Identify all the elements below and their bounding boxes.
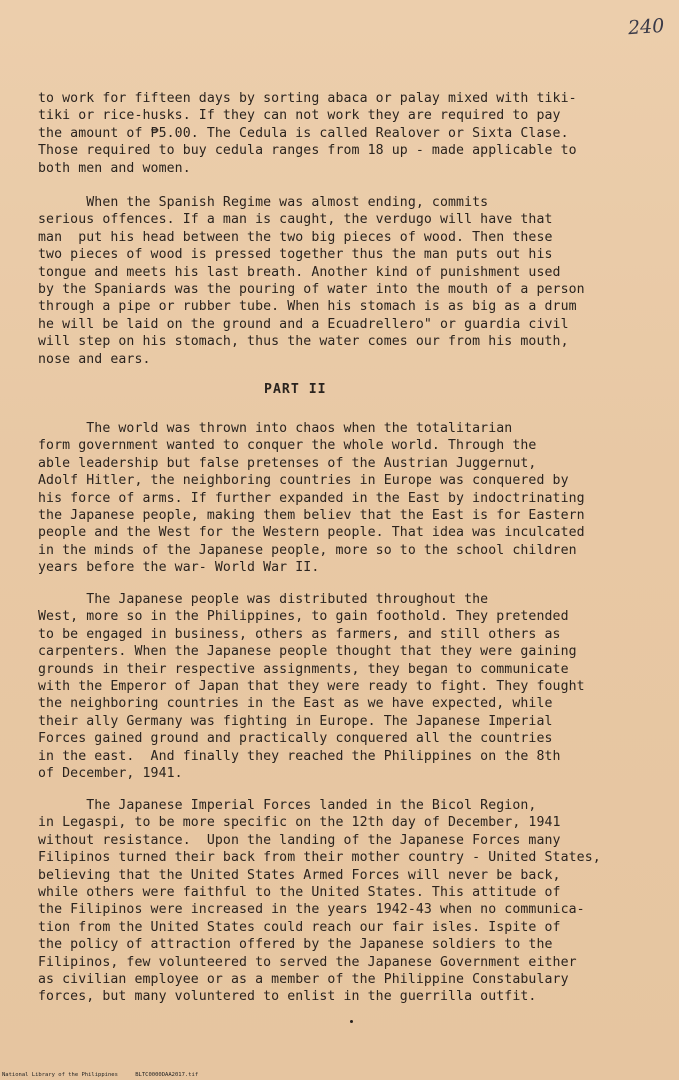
paragraph-4 — [38, 591, 638, 782]
text-line: the neighboring countries in the East as we have expected, while — [38, 696, 553, 712]
scan-footer — [2, 1072, 212, 1078]
text-line: through a pipe or rubber tube. When his stomach is as big as a drum — [38, 299, 577, 315]
text-line: tion from the United States could reach our fair isles. Ispite of — [38, 919, 561, 935]
text-line: man put his head between the two big pieces of wood. Then these — [38, 229, 553, 245]
text-line: tongue and meets his last breath. Another kind of punishment used — [38, 264, 561, 280]
text-line: Those required to buy cedula ranges from 18 up - made applicable to — [38, 143, 577, 159]
text-line: nose and ears. — [38, 351, 151, 367]
text-line: the policy of attraction offered by the Japanese soldiers to the — [38, 937, 553, 953]
text-line: The Japanese Imperial Forces landed in the Bicol Region, — [38, 798, 537, 813]
page-number: 240 — [627, 14, 665, 40]
text-line: to be engaged in business, others as farmers, and still others as — [38, 626, 561, 642]
text-line: form government wanted to conquer the whole world. Through the — [38, 438, 537, 454]
text-line: forces, but many voluntered to enlist in the guerrilla outfit. — [38, 989, 537, 1005]
text-line: as civilian employee or as a member of the Philippine Constabulary — [38, 972, 569, 988]
text-line: Adolf Hitler, the neighboring countries in Europe was conquered by — [38, 473, 569, 489]
text-line: of December, 1941. — [38, 766, 183, 782]
text-line: The world was thrown into chaos when the totalitarian — [38, 421, 513, 436]
text-line: the Japanese people, making them believ that the East is for Eastern — [38, 508, 585, 524]
text-line: two pieces of wood is pressed together thus the man puts out his — [38, 247, 553, 263]
text-line: years before the war- World War II. — [38, 560, 320, 576]
library-credit: National Library of the Philippines — [2, 1072, 118, 1078]
text-line: with the Emperor of Japan that they were ready to fight. They fought — [38, 679, 585, 695]
text-line: by the Spaniards was the pouring of water into the mouth of a person — [38, 282, 585, 298]
text-line: serious offences. If a man is caught, the verdugo will have that — [38, 212, 553, 228]
paragraph-3 — [38, 420, 638, 577]
text-line: while others were faithful to the United States. This attitude of — [38, 885, 561, 901]
text-line: Filipinos turned their back from their mother country - United States, — [38, 850, 601, 866]
text-line: West, more so in the Philippines, to gain foothold. They pretended — [38, 609, 569, 625]
text-line: carpenters. When the Japanese people thought that they were gaining — [38, 644, 577, 660]
text-line: Forces gained ground and practically conquered all the countries — [38, 731, 553, 747]
text-line: his force of arms. If further expanded in the East by indoctrinating — [38, 490, 585, 506]
text-line: The Japanese people was distributed throughout the — [38, 592, 489, 607]
paragraph-5 — [38, 797, 638, 1006]
text-line: in the east. And finally they reached the Philippines on the 8th — [38, 748, 561, 764]
text-line: to work for fifteen days by sorting abaca or palay mixed with tiki- — [38, 91, 577, 106]
text-line: he will be laid on the ground and a Ecuadrellero" or guardia civil — [38, 316, 569, 332]
text-line: in the minds of the Japanese people, more so to the school children — [38, 542, 577, 558]
text-line: the Filipinos were increased in the years 1942-43 when no communica- — [38, 902, 585, 918]
text-line: without resistance. Upon the landing of the Japanese Forces many — [38, 832, 561, 848]
paragraph-1 — [38, 90, 638, 177]
text-line: their ally Germany was fighting in Europe. The Japanese Imperial — [38, 713, 553, 729]
section-heading: PART II — [264, 382, 327, 397]
text-line: both men and women. — [38, 160, 191, 176]
text-line: tiki or rice-husks. If they can not work they are required to pay — [38, 108, 561, 124]
paragraph-2 — [38, 194, 638, 368]
text-line: will step on his stomach, thus the water comes our from his mouth, — [38, 334, 569, 350]
text-line: grounds in their respective assignments, they began to communicate — [38, 661, 569, 677]
text-line: When the Spanish Regime was almost ending, commits — [38, 195, 489, 210]
text-line: people and the West for the Western people. That idea was inculcated — [38, 525, 585, 541]
text-line: Filipinos, few volunteered to served the Japanese Government either — [38, 954, 577, 970]
file-id: BLTC0000DAA2017.tif — [135, 1072, 199, 1078]
text-line: the amount of ₱5.00. The Cedula is called Realover or Sixta Clase. — [38, 125, 569, 141]
ink-dot — [350, 1020, 353, 1023]
text-line: in Legaspi, to be more specific on the 12th day of December, 1941 — [38, 815, 561, 831]
text-line: believing that the United States Armed Forces will never be back, — [38, 867, 561, 883]
text-line: able leadership but false pretenses of the Austrian Juggernut, — [38, 455, 537, 471]
